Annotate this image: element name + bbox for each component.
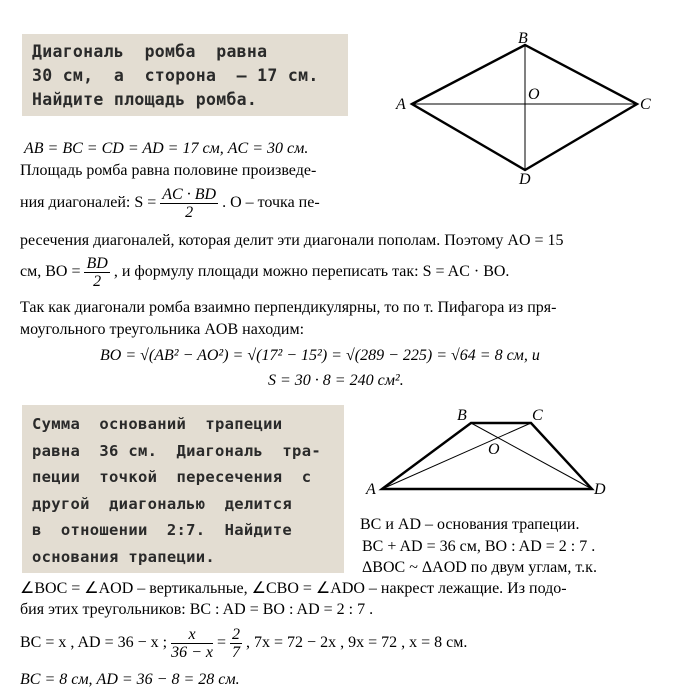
photo2-line-6: основания трапеции.: [32, 547, 216, 566]
p2-line-3: ΔBOC ~ ΔAOD по двум углам, т.к.: [362, 559, 597, 576]
trapezoid-label-o: O: [488, 441, 500, 458]
rhombus-label-a: A: [396, 96, 406, 113]
p1-frac1-num: AC · BD: [162, 186, 217, 203]
p1-line-7: моугольного треугольника AOB находим:: [20, 321, 305, 338]
photo2-line-2: равна 36 см. Диагональ тра-: [32, 441, 321, 460]
photo1-line-3: Найдите площадь ромба.: [32, 90, 258, 109]
p1-frac2-den: 2: [93, 273, 102, 290]
p2-line-6a: BC = x , AD = 36 − x ;: [20, 634, 168, 652]
p1-line-6: Так как диагонали ромба взаимно перпендикулярны, то по т. Пифагора из пря-: [20, 299, 557, 316]
photo2-line-4: другой диагональю делится: [32, 494, 293, 513]
trapezoid-diagram: [360, 402, 620, 502]
p2-frac3-num: x: [171, 626, 213, 644]
p2-frac4-num: 2: [232, 626, 241, 643]
p2-line-1: BC и AD – основания трапеции.: [360, 516, 580, 533]
p1-line-2: Площадь ромба равна половине произведе-: [20, 162, 317, 179]
p2-answer: BC = 8 см, AD = 36 − 8 = 28 см.: [20, 671, 240, 688]
p1-equation-bo: BO = √(AB² − AO²) = √(17² − 15²) = √(289 − 225) = √64 = 8 см, и: [100, 347, 540, 364]
p2-frac3-den: 36 − x: [171, 644, 213, 661]
p1-frac1-den: 2: [185, 204, 194, 221]
p1-fraction-area: [160, 186, 218, 221]
p1-line-5: [20, 255, 509, 290]
photo1-line-2: 30 см, а сторона — 17 см.: [32, 66, 319, 85]
p1-line-5b: , и формулу площади можно переписать так: S = AC · BO.: [113, 263, 510, 281]
trapezoid-outline: [382, 423, 592, 489]
problem1-photo: [22, 34, 348, 116]
p2-line-6: [20, 626, 467, 661]
p1-given: AB = BC = CD = AD = 17 см, AC = 30 см.: [24, 140, 309, 157]
p2-fraction-x: [171, 626, 213, 661]
rhombus-label-o: O: [528, 86, 540, 103]
p1-frac2-num: BD: [86, 255, 108, 272]
rhombus-label-c: C: [640, 96, 651, 113]
p2-line-6b: , 7x = 72 − 2x , 9x = 72 , x = 8 см.: [246, 634, 468, 652]
p1-line-3b: . O – точка пе-: [222, 194, 320, 212]
trapezoid-label-a: A: [366, 481, 376, 498]
p1-equation-area: S = 30 · 8 = 240 см².: [268, 372, 404, 389]
p1-line-3: [20, 186, 320, 221]
trapezoid-label-c: C: [532, 407, 543, 424]
photo2-line-3: пеции точкой пересечения с: [32, 468, 312, 486]
photo1-line-1: Диагональ ромба равна: [32, 42, 268, 61]
photo2-line-5: в отношении 2:7. Найдите: [32, 521, 293, 539]
photo2-line-1: Сумма оснований трапеции: [32, 415, 283, 433]
p2-frac4-den: 7: [232, 644, 241, 661]
p2-line-4: ∠BOC = ∠AOD – вертикальные, ∠CBO = ∠ADO – накрест лежащие. Из подо-: [20, 580, 567, 597]
trapezoid-label-b: B: [457, 407, 467, 424]
rhombus-label-b: B: [518, 30, 528, 47]
rhombus-label-d: D: [519, 171, 531, 188]
rhombus-diagram: [390, 28, 670, 188]
trapezoid-label-d: D: [594, 481, 606, 498]
p1-line-3a: ния диагоналей: S =: [20, 194, 157, 212]
p1-fraction-bo: [84, 255, 109, 290]
p1-line-4: ресечения диагоналей, которая делит эти диагонали пополам. Поэтому AO = 15: [20, 232, 564, 249]
p2-line-2: BC + AD = 36 см, BO : AD = 2 : 7 .: [362, 538, 596, 555]
p2-line-6eq: =: [217, 634, 227, 652]
p2-line-5: бия этих треугольников: BC : AD = BO : AD = 2 : 7 .: [20, 601, 374, 618]
problem2-photo: [22, 405, 344, 573]
p1-line-5a: см, BO =: [20, 263, 81, 281]
p2-fraction-ratio: [230, 626, 242, 661]
